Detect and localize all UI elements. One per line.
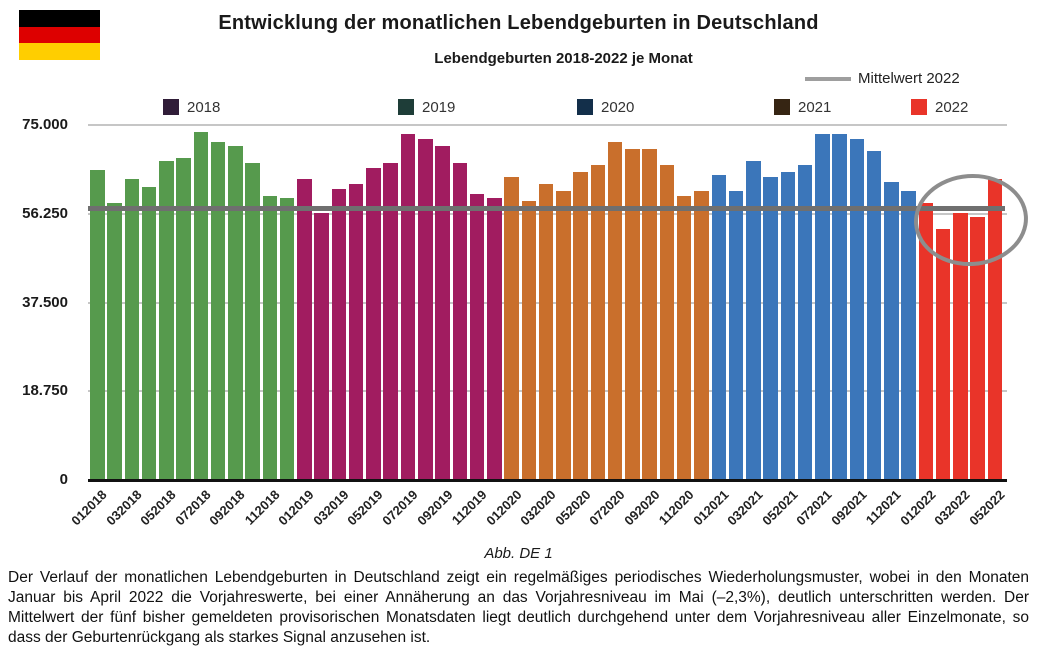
x-axis-tick-label: 012021: [690, 487, 732, 529]
bar-2021-month-1: [712, 175, 727, 480]
x-axis-tick-label: 112020: [656, 487, 697, 528]
x-axis-tick-label: 112018: [241, 487, 283, 528]
legend-swatch-2022: [911, 99, 927, 115]
legend-swatch-2021: [774, 99, 790, 115]
bar-2020-month-8: [625, 149, 640, 480]
bar-2021-month-10: [867, 151, 882, 480]
y-axis-tick-label: 37.500: [22, 293, 68, 311]
x-axis-tick-label: 052021: [759, 487, 801, 529]
bar-2018-month-12: [280, 198, 295, 480]
x-axis-tick-label: 092018: [206, 487, 248, 529]
x-axis-tick-label: 012018: [68, 487, 110, 529]
x-axis-tick-label: 092020: [621, 487, 663, 529]
legend-label-2019: 2019: [422, 99, 456, 116]
bar-2020-month-2: [522, 201, 537, 480]
bar-2021-month-2: [729, 191, 744, 480]
x-axis-tick-label: 072020: [586, 487, 628, 529]
chart-title: Entwicklung der monatlichen Lebendgeburten in Deutschland: [218, 12, 819, 34]
x-axis-tick-label: 112021: [863, 487, 904, 528]
bar-2018-month-7: [194, 132, 209, 480]
bar-2020-month-3: [539, 184, 554, 480]
bar-2019-month-9: [435, 146, 450, 480]
figure-caption: Abb. DE 1: [484, 545, 553, 562]
bar-2019-month-4: [349, 184, 364, 480]
x-axis-tick-label: 032019: [310, 487, 352, 529]
bar-2018-month-9: [228, 146, 243, 480]
x-axis-tick-label: 032020: [517, 487, 559, 529]
bar-2020-month-1: [504, 177, 519, 480]
x-axis-line: [88, 479, 1007, 482]
x-axis-tick-label: 052022: [966, 487, 1008, 529]
bar-2021-month-8: [832, 134, 847, 480]
x-axis-tick-label: 032018: [103, 487, 145, 529]
bar-2021-month-9: [850, 139, 865, 480]
legend-label-2021: 2021: [798, 99, 832, 116]
legend-label-2022: 2022: [935, 99, 969, 116]
gridline-75.000: [88, 124, 1007, 126]
x-axis-tick-label: 072021: [793, 487, 835, 529]
legend-label-2018: 2018: [187, 99, 221, 116]
y-axis-tick-label: 0: [59, 471, 68, 488]
bar-2018-month-8: [211, 142, 226, 480]
bar-2021-month-6: [798, 165, 813, 480]
x-axis-tick-label: 072018: [172, 487, 214, 529]
bar-2020-month-4: [556, 191, 571, 480]
legend-swatch-2020: [577, 99, 593, 115]
x-axis-tick-label: 052019: [344, 487, 387, 529]
x-axis-tick-label: 092019: [413, 487, 456, 529]
bar-2019-month-11: [470, 194, 485, 480]
legend-label-2020: 2020: [601, 99, 635, 116]
bar-2018-month-4: [142, 187, 157, 480]
legend-swatch-2019: [398, 99, 414, 115]
x-axis-tick-label: 012019: [275, 487, 318, 529]
x-axis-tick-label: 112019: [448, 487, 490, 528]
bar-2021-month-5: [781, 172, 796, 480]
bar-2019-month-8: [418, 139, 433, 480]
x-axis-tick-label: 012022: [897, 487, 939, 529]
bar-2022-month-2: [936, 229, 951, 480]
x-axis-tick-label: 052020: [551, 487, 594, 529]
bar-2020-month-7: [608, 142, 623, 480]
bar-2018-month-3: [125, 179, 140, 480]
x-axis-tick-label: 052018: [137, 487, 179, 529]
bar-2019-month-12: [487, 198, 502, 480]
x-axis-tick-label: 012020: [482, 487, 525, 529]
x-axis-tick-label: 072019: [379, 487, 421, 529]
x-axis-tick-label: 032022: [931, 487, 974, 529]
bar-2020-month-10: [660, 165, 675, 480]
bar-2021-month-11: [884, 182, 899, 480]
chart-subtitle: Lebendgeburten 2018-2022 je Monat: [434, 50, 693, 67]
bar-2019-month-7: [401, 134, 416, 480]
bar-2020-month-11: [677, 196, 692, 480]
x-axis-tick-label: 032021: [724, 487, 766, 529]
bar-2021-month-7: [815, 134, 830, 480]
bar-2020-month-9: [642, 149, 657, 480]
mean-line-legend-label: Mittelwert 2022: [858, 70, 960, 87]
bar-2019-month-3: [332, 189, 347, 480]
bar-2019-month-5: [366, 168, 381, 480]
y-axis-tick-label: 18.750: [22, 382, 68, 400]
y-axis-tick-label: 56.250: [22, 204, 68, 222]
bar-2019-month-1: [297, 179, 312, 480]
bar-2020-month-12: [694, 191, 709, 480]
bar-2021-month-4: [763, 177, 778, 480]
bar-2018-month-11: [263, 196, 278, 480]
y-axis-tick-label: 75.000: [22, 116, 68, 133]
mean-2022-line: [88, 206, 1005, 211]
bar-2021-month-12: [901, 191, 916, 480]
bar-2020-month-6: [591, 165, 606, 480]
bar-2018-month-2: [107, 203, 122, 480]
figure-description-text: Der Verlauf der monatlichen Lebendgeburten in Deutschland zeigt ein regelmäßiges periodisches Wiederholungsmuster, wobei in den Monaten Januar bis April 2022 die Vorjahreswerte, bei einer Annäherung an das Vorjahresniveau im Mai (–2,3%), deutlich unterschritten werden. Der Mittelwert der fünf bisher gemeldeten provisorischen Monatsdaten liegt deutlich durchgehend unter dem Vorjahresniveau aller Einzelmonate, so dass der Geburtenrückgang als starkes Signal anzusehen ist.: [8, 569, 1029, 646]
bar-2020-month-5: [573, 172, 588, 480]
legend-swatch-2018: [163, 99, 179, 115]
bar-2019-month-2: [314, 213, 329, 480]
bar-2018-month-1: [90, 170, 105, 480]
x-axis-tick-label: 092021: [828, 487, 870, 529]
